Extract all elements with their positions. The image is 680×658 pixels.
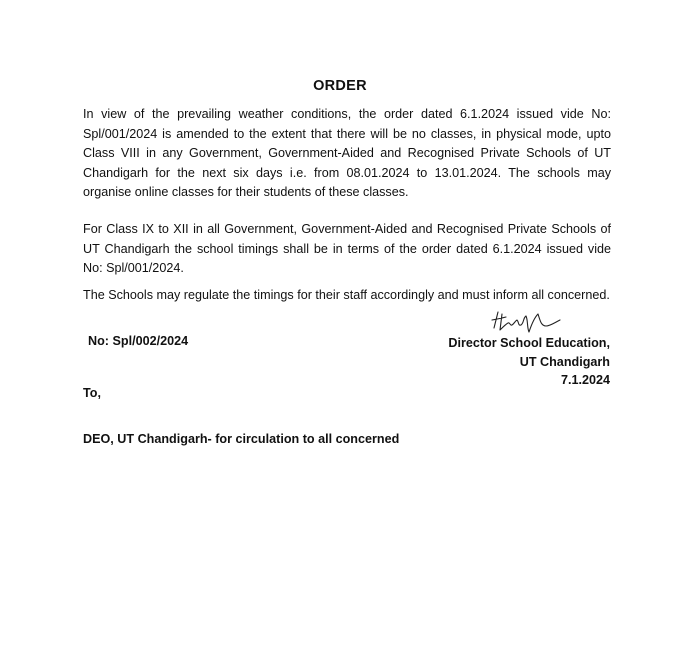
signature-block	[448, 334, 610, 390]
paragraph-weather-order: In view of the prevailing weather conditions, the order dated 6.1.2024 issued vide No: Spl/001/2024 is amended to the extent that there will be no classes, in physical mode, upto Class VIII in any Government, Government-Aided and Recognised Private Schools of UT Chandigarh for the next six days i.e. from 08.01.2024 to 13.01.2024. The schools may organise online classes for their students of these classes.	[83, 107, 611, 200]
signatory-place: UT Chandigarh	[519, 354, 610, 369]
signatory-date: 7.1.2024	[560, 373, 610, 387]
paragraph-class-ix-xii: For Class IX to XII in all Government, Government-Aided and Recognised Private Schools of UT Chandigarh the school timings shall be in terms of the order dated 6.1.2024 issued vide No: Spl/001/2024.	[83, 222, 611, 276]
signatory-designation: Director School Education,	[448, 336, 610, 350]
document-title: ORDER	[313, 78, 367, 94]
paragraph-staff-timings: The Schools may regulate the timings for their staff accordingly and must inform all concerned.	[83, 288, 610, 302]
distribution-line: DEO, UT Chandigarh- for circulation to all concerned	[83, 432, 400, 446]
reference-number: No: Spl/002/2024	[88, 334, 189, 348]
handwritten-signature	[488, 306, 568, 336]
to-label: To,	[83, 386, 101, 400]
